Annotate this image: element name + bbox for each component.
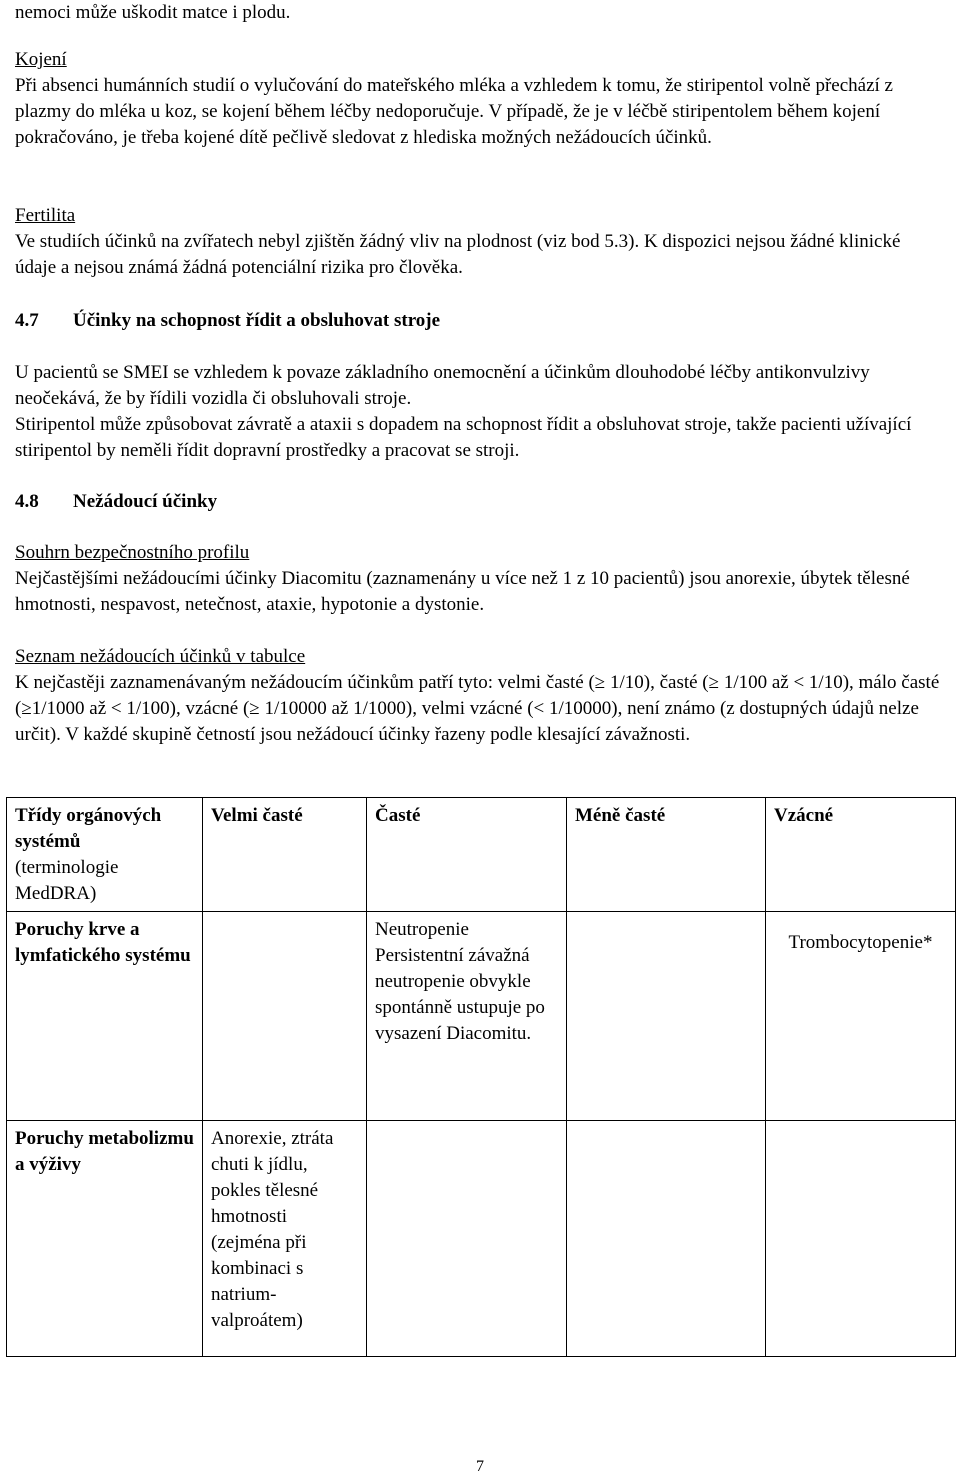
header-very-common: Velmi časté [203,798,367,912]
cell-very-common: Anorexie, ztráta chuti k jídlu, pokles tělesné hmotnosti (zejména při kombinaci s natrium-valproátem) [203,1121,367,1357]
carryover-text: nemoci může uškodit matce i plodu. [15,2,291,23]
section-4-8 [15,489,945,748]
cell-text-line: Neutropenie [375,919,469,940]
safety-profile-text: Nejčastějšími nežádoucími účinky Diacomitu (zaznamenány u více než 1 z 10 pacientů) jsou anorexie, úbytek tělesné hmotnosti, nespavost, netečnost, ataxie, hypotonie a dystonie. [15,568,910,615]
tabulated-list-text: K nejčastěji zaznamenávaným nežádoucím účinkům patří tyto: velmi časté (≥ 1/10), časté (≥ 1/100 až < 1/10), málo časté (≥1/1000 až < 1/100), vzácné (≥ 1/10000 až 1/1000), velmi vzácné (< 1/10000), není známo (z dostupných údajů nelze určit). V každé skupině četností jsou nežádoucí účinky řazeny podle klesající závažnosti. [15,672,940,745]
header-soc-label: Třídy orgánových systémů [15,805,162,852]
section-number: 4.7 [15,310,39,331]
section-4-7-para2: Stiripentol může způsobovat závratě a ataxii s dopadem na schopnost řídit a obsluhovat stroje, takže pacienti užívající stiripentol by neměli řídit dopravní prostředky a pracovat se stroji. [15,414,912,461]
lactation-title: Kojení [15,49,67,70]
safety-profile-title: Souhrn bezpečnostního profilu [15,542,250,563]
carryover-line [15,0,945,26]
cell-uncommon [567,1121,766,1357]
lactation-text: Při absenci humánních studií o vylučování do mateřského mléka a vzhledem k tomu, že stiripentol volně přechází z plazmy do mléka u koz, se kojení během léčby nedoporučuje. V případě, že je v léčbě stiripentolem během kojení pokračováno, je třeba kojené dítě pečlivě sledovat z hlediska možných nežádoucích účinků. [15,75,893,148]
adverse-reactions-table [6,797,956,1357]
fertility-section [15,203,945,281]
cell-text-line: Persistentní závažná neutropenie obvykle spontánně ustupuje po vysazení Diacomitu. [375,945,545,1044]
table-row [7,912,956,1121]
header-uncommon: Méně časté [567,798,766,912]
cell-common [367,1121,567,1357]
section-title: Účinky na schopnost řídit a obsluhovat stroje [73,310,441,331]
cell-very-common [203,912,367,1121]
header-common: Časté [367,798,567,912]
section-4-7-para1: U pacientů se SMEI se vzhledem k povaze základního onemocnění a účinkům dlouhodobé léčby antikonvulzivy neočekává, že by řídili vozidla či obsluhovali stroje. [15,362,870,409]
row-soc: Poruchy metabolizmu a výživy [7,1121,203,1357]
tabulated-list-title: Seznam nežádoucích účinků v tabulce [15,646,306,667]
cell-common [367,912,567,1121]
fertility-text: Ve studiích účinků na zvířatech nebyl zjištěn žádný vliv na plodnost (viz bod 5.3). K dispozici nejsou žádné klinické údaje a nejsou známá žádná potenciální rizika pro člověka. [15,231,901,278]
lactation-section [15,47,945,151]
table-header-row [7,798,956,912]
row-soc: Poruchy krve a lymfatického systému [7,912,203,1121]
section-number: 4.8 [15,491,39,512]
cell-uncommon [567,912,766,1121]
fertility-title: Fertilita [15,205,76,226]
section-4-7 [15,308,945,464]
section-title: Nežádoucí účinky [73,491,218,512]
header-soc [7,798,203,912]
cell-rare [766,1121,956,1357]
cell-rare: Trombocytopenie* [766,912,956,1121]
page-number: 7 [476,1458,484,1475]
table-row [7,1121,956,1357]
header-soc-terminology: (terminologie MedDRA) [15,857,119,904]
section-4-7-heading [15,308,945,334]
header-rare: Vzácné [766,798,956,912]
cell-common-neutropenia [375,917,558,1047]
section-4-8-heading [15,489,945,515]
